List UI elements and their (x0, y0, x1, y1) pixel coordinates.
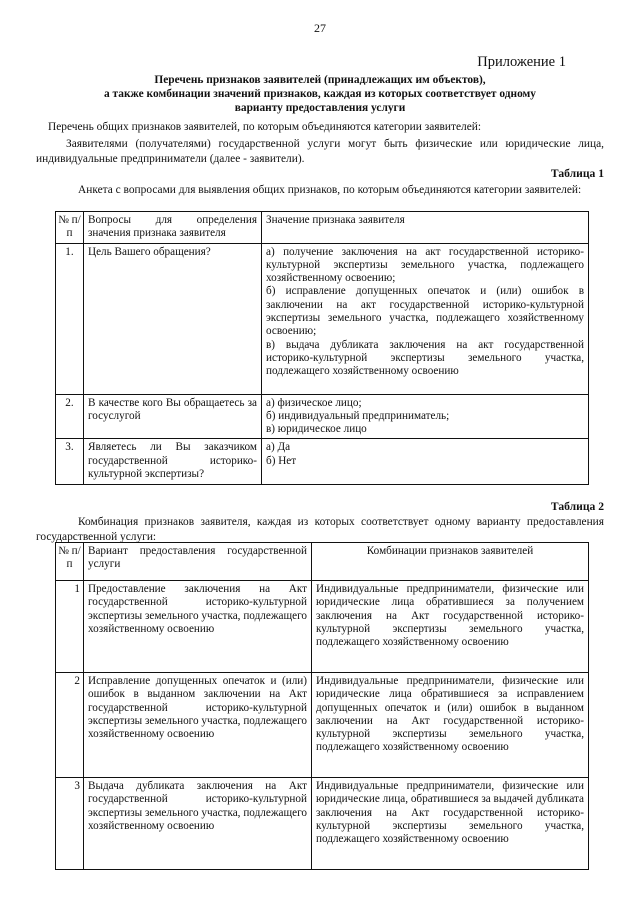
header-cell-combination: Комбинации признаков заявителей (312, 543, 589, 581)
row-num: 1 (56, 581, 84, 673)
row-num: 3. (56, 439, 84, 485)
value-option: а) получение заключения на акт государственной историко-культурной экспертизы земельного участка, подлежащего хозяйственному освоению; (266, 245, 584, 285)
page-number: 27 (314, 21, 326, 35)
heading-line: варианту предоставления услуги (234, 102, 406, 114)
table1 (55, 211, 589, 485)
value-option: б) Нет (266, 454, 297, 467)
header-cell-question: Вопросы для определения значения признака заявителя (84, 212, 262, 244)
table-row (56, 673, 589, 778)
value-option: в) юридическое лицо (266, 423, 367, 436)
row-variant: Исправление допущенных опечаток и (или) ошибок в выданном заключении на Акт государственной историко-культурной экспертизы земельного участка, подлежащего хозяйственному освоению (84, 673, 312, 778)
table-row (56, 581, 589, 673)
table-row (56, 394, 589, 439)
row-num: 2. (56, 394, 84, 439)
table2 (55, 542, 589, 870)
table1-intro: Анкета с вопросами для выявления общих признаков, по которым объединяются категории заявителей: (78, 184, 582, 196)
table-header-row (56, 543, 589, 581)
row-values (262, 439, 589, 485)
appendix-title: Приложение 1 (477, 54, 566, 70)
row-num: 1. (56, 243, 84, 394)
value-option: б) исправление допущенных опечаток и (или) ошибок в заключении на акт государственной историко-культурной экспертизы земельного участка, подлежащего хозяйственному освоению; (266, 285, 584, 338)
table1-caption: Таблица 1 (550, 167, 604, 180)
table-row (56, 243, 589, 394)
row-values (262, 243, 589, 394)
row-num: 3 (56, 778, 84, 870)
row-question: В качестве кого Вы обращаетесь за госуслугой (84, 394, 262, 439)
table2-intro: Комбинация признаков заявителя, каждая из которых соответствует одному варианту предоставления государственной услуги: (36, 516, 604, 543)
row-variant: Выдача дубликата заключения на Акт государственной историко-культурной экспертизы земельного участка, подлежащего хозяйственному освоению (84, 778, 312, 870)
heading-line: Перечень признаков заявителей (принадлежащих им объектов), (154, 74, 486, 86)
value-option: а) физическое лицо; (266, 396, 362, 409)
row-combination: Индивидуальные предприниматели, физические или юридические лица обратившиеся за получением заключения на Акт государственной историко-культурной экспертизы земельного участка, подлежащего хозяйственному освоению (312, 581, 589, 673)
row-combination: Индивидуальные предприниматели, физические или юридические лица обратившиеся за исправлением допущенных опечаток и (или) ошибок в выданном заключении на Акт государственной историко-культурной экспертизы земельного участка, подлежащего хозяйственному освоению (312, 673, 589, 778)
table-row (56, 439, 589, 485)
value-option: в) выдача дубликата заключения на акт государственной историко-культурной экспертизы земельного участка, подлежащего хозяйственному освоению (266, 338, 584, 378)
row-question: Являетесь ли Вы заказчиком государственной историко-культурной экспертизы? (84, 439, 262, 485)
table-row (56, 778, 589, 870)
heading-line: а также комбинации значений признаков, каждая из которых соответствует одному (104, 88, 536, 100)
row-combination: Индивидуальные предприниматели, физические или юридические лица, обратившиеся за выдачей дубликата заключения на Акт государственной историко-культурной экспертизы земельного участка, подлежащего хозяйственному освоению (312, 778, 589, 870)
value-option: а) Да (266, 441, 291, 454)
document-heading (36, 73, 604, 115)
header-cell-value: Значение признака заявителя (262, 212, 589, 244)
value-option: б) индивидуальный предприниматель; (266, 409, 450, 422)
header-cell-variant: Вариант предоставления государственной услуги (84, 543, 312, 581)
table-header-row (56, 212, 589, 244)
row-question: Цель Вашего обращения? (84, 243, 262, 394)
table2-caption: Таблица 2 (550, 500, 604, 513)
row-values (262, 394, 589, 439)
applicants-paragraph: Заявителями (получателями) государственной услуги могут быть физические или юридические лица, индивидуальные предприниматели (далее - заявители). (36, 138, 604, 165)
header-cell-num: № п/п (56, 212, 84, 244)
row-num: 2 (56, 673, 84, 778)
row-variant: Предоставление заключения на Акт государственной историко-культурной экспертизы земельного участка, подлежащего хозяйственному освоению (84, 581, 312, 673)
header-cell-num: № п/п (56, 543, 84, 581)
intro-paragraph: Перечень общих признаков заявителей, по которым объединяются категории заявителей: (48, 121, 482, 133)
